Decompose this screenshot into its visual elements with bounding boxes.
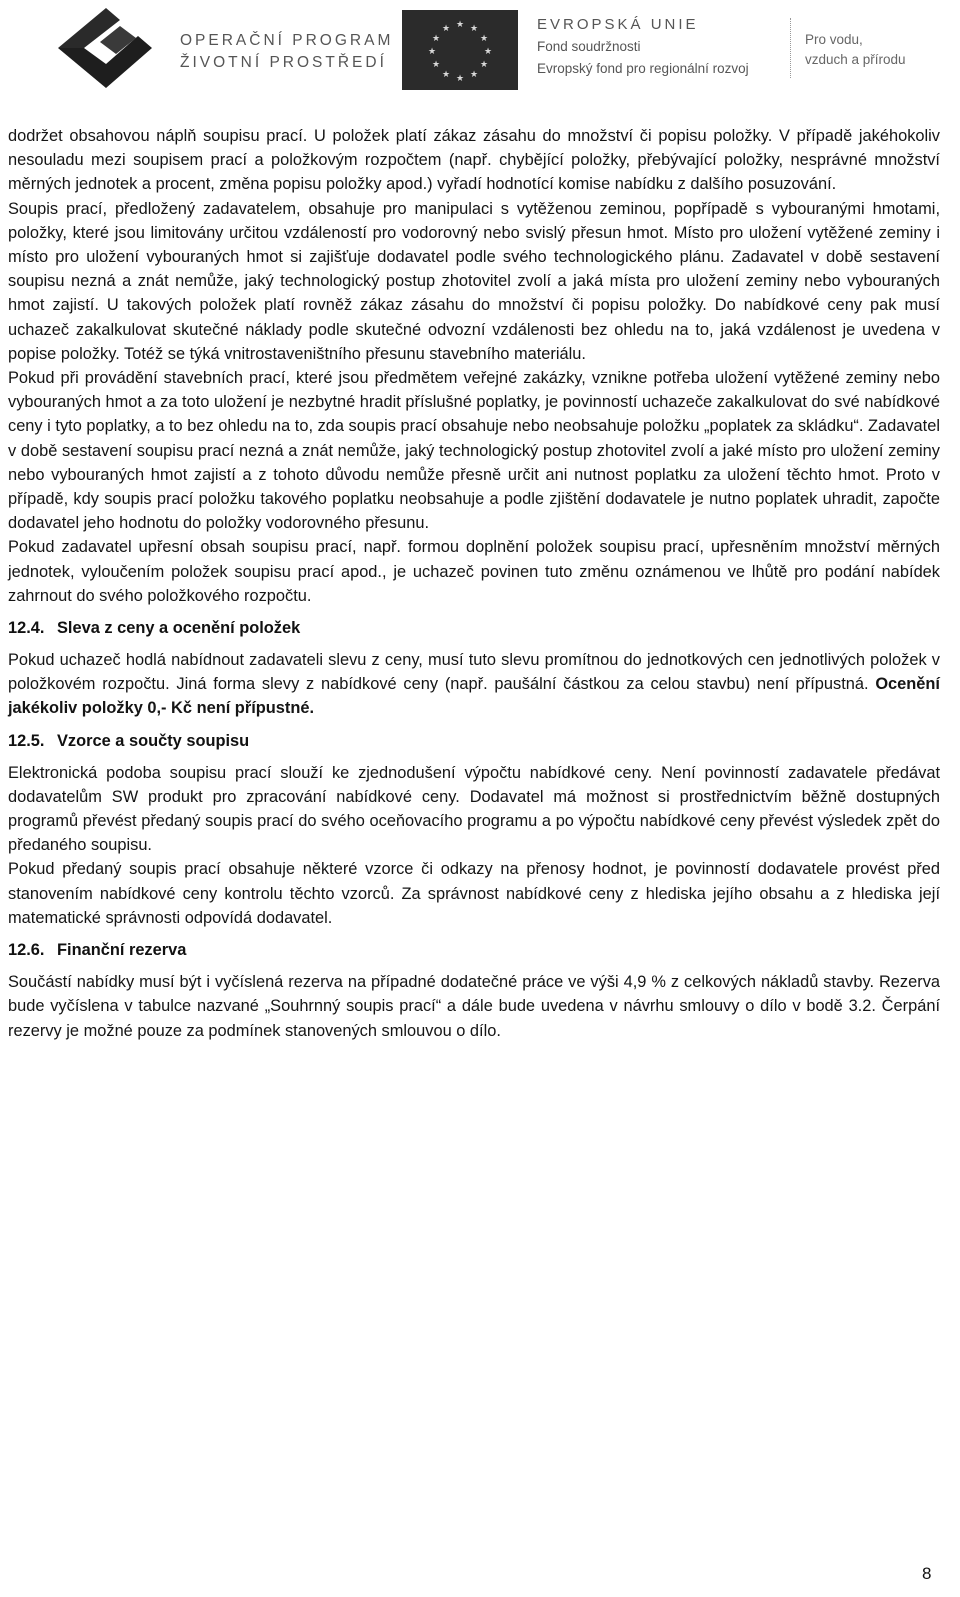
slogan: Pro vodu, vzduch a přírodu (805, 32, 906, 67)
page-header (0, 0, 960, 110)
section-heading-12-5: 12.5. Vzorce a součty soupisu (8, 731, 250, 750)
paragraph-1: dodržet obsahovou náplň soupisu prací. U položek platí zákaz zásahu do množství či popisu položky. V případě jakéhokoliv nesouladu mezi soupisem prací a položkovým rozpočtem (např. chybějící položky, přebývající položky, nesprávné množství měrných jednotek a procent, změna popisu položky apod.) vyřadí hodnotící komise nabídku z dalšího posuzování. (8, 127, 940, 194)
eu-text-block: EVROPSKÁ UNIE Fond soudržnosti Evropský fond pro regionální rozvoj (537, 16, 749, 76)
header-divider (790, 18, 792, 78)
op-program-name: OPERAČNÍ PROGRAM ŽIVOTNÍ PROSTŘEDÍ (180, 32, 394, 71)
svg-text:★: ★ (427, 47, 437, 57)
paragraph-4: Pokud zadavatel upřesní obsah soupisu prací, např. formou doplnění položek soupisu prací, upřesněním množství měrných jednotek, vyloučením položek soupisu prací apod., je uchazeč povinen tuto změnu oznámenou ve lhůtě pro podání nabídek zahrnout do svého položkového rozpočtu. (8, 538, 940, 605)
svg-text:★: ★ (441, 24, 451, 34)
section-heading-12-6: 12.6. Finanční rezerva (8, 941, 187, 960)
svg-text:★: ★ (479, 34, 489, 44)
document-body (8, 124, 940, 1043)
svg-text:★: ★ (431, 34, 441, 44)
svg-text:★: ★ (483, 47, 493, 57)
operacni-program-logo (48, 4, 164, 92)
svg-text:★: ★ (469, 24, 479, 34)
paragraph-5-bold: Ocenění jakékoliv položky 0,- Kč není přípustné. (8, 675, 940, 718)
svg-text:★: ★ (441, 70, 451, 80)
eu-flag-icon (402, 10, 518, 90)
paragraph-2: Soupis prací, předložený zadavatelem, obsahuje pro manipulaci s vytěženou zeminou, popřípadě s vybouranými hmotami, položky, které jsou limitovány určitou vzdáleností pro vodorovný nebo svislý přesun hmot. Místo pro uložení vytěžené zeminy i místo pro uložení vybouraných hmot si zajišťuje dodavatel podle svého technologického plánu. Zadavatel v době sestavení soupisu nezná a znát nemůže, jaký technologický postup zhotovitel zvolí a jaká místa pro uložení zeminy nebo vybouraných hmot zajistí. U takových položek platí rovněž zákaz zásahu do množství či popisu položky. Do nabídkové ceny pak musí uchazeč zakalkulovat skutečné náklady podle skutečné odvozní vzdálenosti bez ohledu na to, jaká vzdálenost je uvedena v popise položky. Totéž se týká vnitrostaveništního přesunu stavebního materiálu. (8, 199, 940, 363)
svg-text:★: ★ (431, 60, 441, 70)
svg-text:★: ★ (455, 74, 465, 84)
svg-text:★: ★ (455, 20, 465, 30)
svg-text:★: ★ (479, 60, 489, 70)
paragraph-7: Pokud předaný soupis prací obsahuje některé vzorce či odkazy na přenosy hodnot, je povinností dodavatele provést před stanovením nabídkové ceny kontrolu těchto vzorců. Za správnost nabídkové ceny z hlediska jejího obsahu a z hlediska její matematické správnosti odpovídá dodavatel. (8, 860, 940, 927)
paragraph-3: Pokud při provádění stavebních prací, které jsou předmětem veřejné zakázky, vznikne potřeba uložení vytěžené zeminy nebo vybouraných hmot a za toto uložení je nezbytné hradit příslušné poplatky, je povinností uchazeče zakalkulovat do své nabídkové ceny i tyto poplatky, a to bez ohledu na to, zda soupis prací obsahuje nebo neobsahuje položku „poplatek za skládku“. Zadavatel v době sestavení soupisu prací nezná a znát nemůže, jaký technologický postup zhotovitel zvolí a jaké místo pro uložení zeminy nebo vybouraných hmot zajistí a z tohoto důvodu nemůže přesně určit ani nutnost poplatku za uložení těchto hmot. Proto v případě, kdy soupis prací položku takového poplatku neobsahuje a podle zjištění dodavatele je nutno poplatek uhradit, započte dodavatel jeho hodnotu do položky vodorovného přesunu. (8, 369, 940, 533)
paragraph-6: Elektronická podoba soupisu prací slouží ke zjednodušení výpočtu nabídkové ceny. Není povinností zadavatele předávat dodavatelům SW produkt pro zpracování nabídkové ceny. Dodavatel má možnost si prostřednictvím běžně dostupných programů převést předaný soupis prací do svého oceňovacího programu a po výpočtu nabídkové ceny převést výsledek zpět do předaného soupisu. (8, 763, 940, 855)
svg-text:★: ★ (469, 70, 479, 80)
paragraph-8: Součástí nabídky musí být i vyčíslená rezerva na případné dodatečné práce ve výši 4,9 % z celkových nákladů stavby. Rezerva bude vyčíslena v tabulce nazvané „Souhrnný soupis prací“ a dále bude uvedena v návrhu smlouvy o dílo v bodě 3.2. Čerpání rezervy je možné pouze za podmínek stanovených smlouvou o dílo. (8, 973, 940, 1040)
paragraph-5: Pokud uchazeč hodlá nabídnout zadavateli slevu z ceny, musí tuto slevu promítnou do jednotkových cen jednotlivých položek v položkovém rozpočtu. Jiná forma slevy z nabídkové ceny (např. paušální částkou za celou stavbu) není přípustná. Ocenění jakékoliv položky 0,- Kč není přípustné. (8, 651, 940, 718)
section-heading-12-4: 12.4. Sleva z ceny a ocenění položek (8, 619, 301, 638)
page-number: 8 (922, 1564, 932, 1583)
